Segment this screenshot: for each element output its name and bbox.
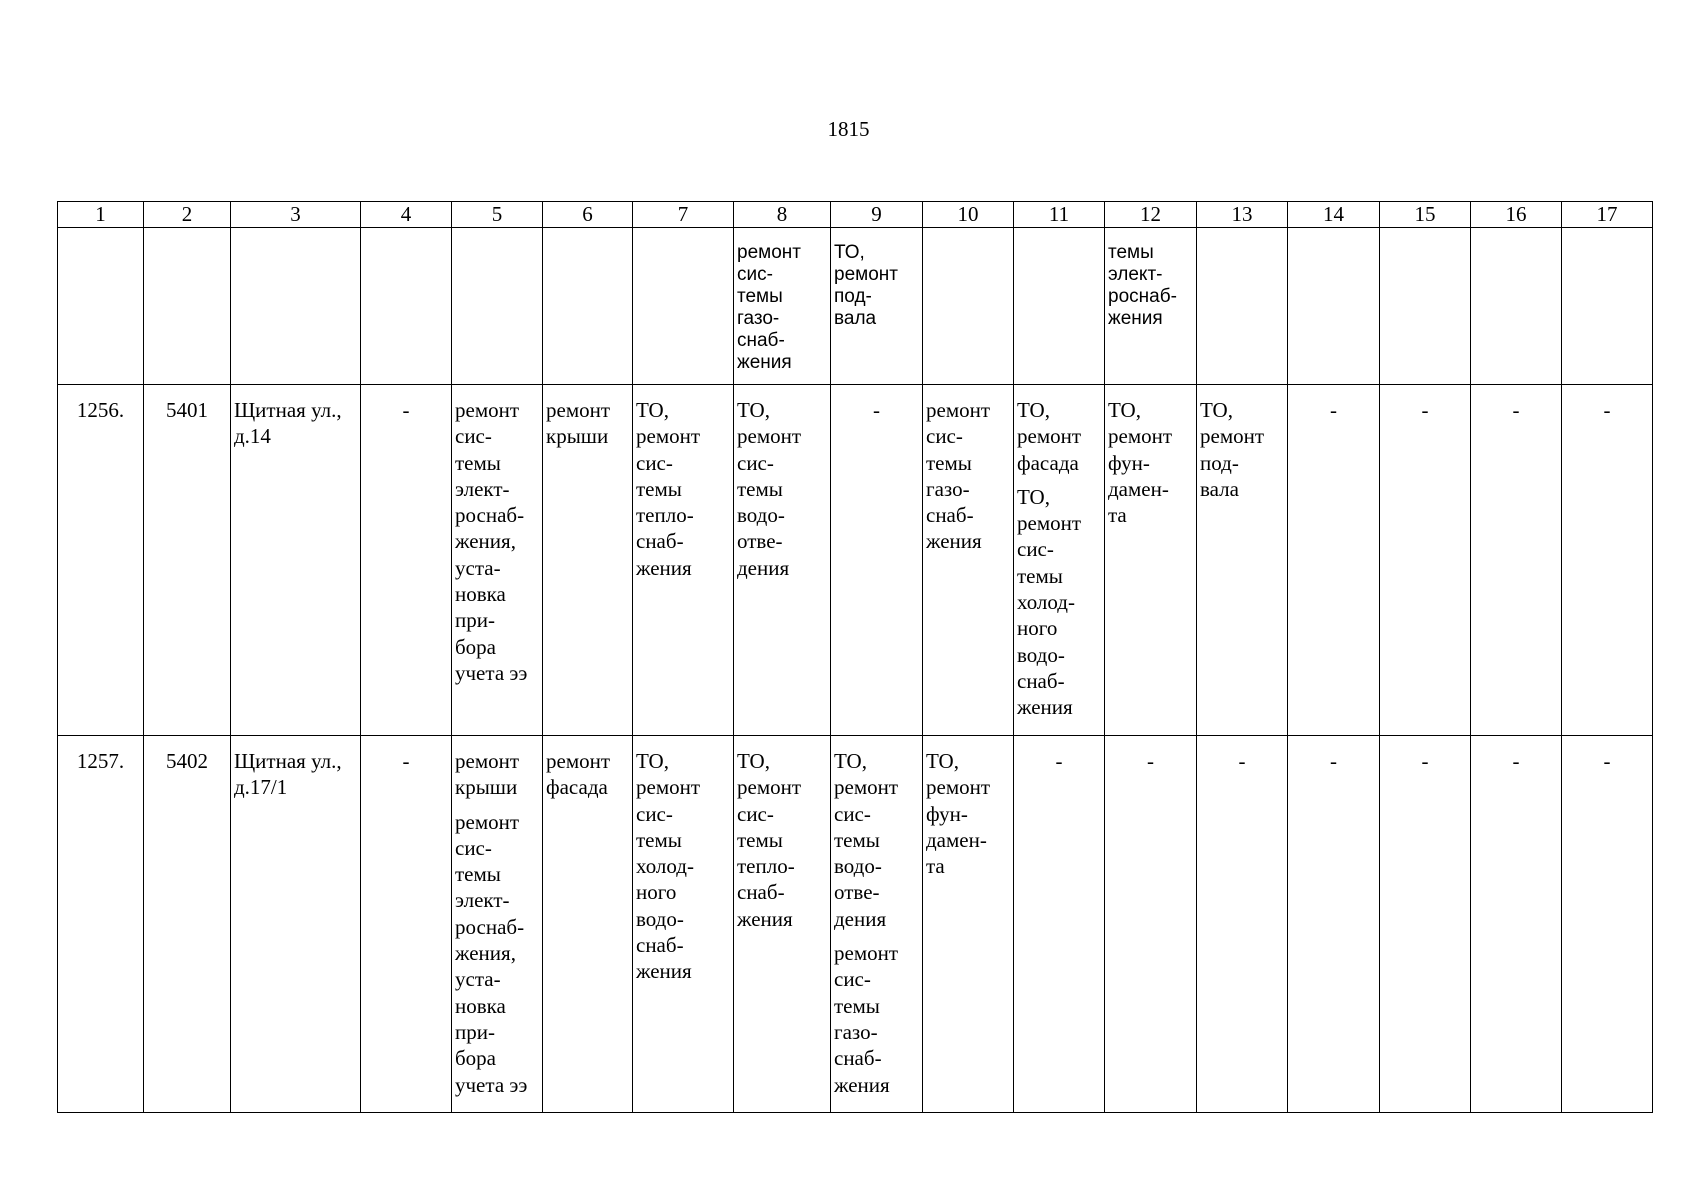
address: Щитная ул., д.14 [231,385,361,736]
cell-col-6 [543,736,633,1113]
column-number-6: 6 [543,202,633,228]
house-code: 5402 [144,736,231,1113]
cell-col-11: - [1014,736,1105,1113]
cell-col-4 [361,228,452,385]
cell-col-13 [1197,385,1288,736]
cell-col-7 [633,385,734,736]
work-item: ТО, ремонт фун- дамен- та [926,749,991,879]
column-number-4: 4 [361,202,452,228]
cell-col-10 [923,228,1014,385]
column-number-3: 3 [231,202,361,228]
column-number-12: 12 [1105,202,1197,228]
work-item: ремонт сис- темы элект- роснаб- жения, уста- новка при- бора учета ээ [455,398,528,685]
row-number: 1256. [58,385,144,736]
cell-col-8 [734,736,831,1113]
cell-col-9 [831,228,923,385]
cell-col-2 [144,228,231,385]
cell-col-13: - [1197,736,1288,1113]
cell-col-15: - [1380,385,1471,736]
work-item: ремонт крыши [546,398,611,449]
cell-col-15 [1380,228,1471,385]
cell-col-5 [452,736,543,1113]
work-item: ТО, ремонт сис- темы водо- отве- дения [737,398,802,580]
cell-col-5 [452,385,543,736]
table-row [58,736,1653,1113]
column-number-7: 7 [633,202,734,228]
cell-col-6 [543,385,633,736]
column-number-2: 2 [144,202,231,228]
cell-col-14 [1288,228,1380,385]
page-number: 1815 [827,117,870,141]
work-item: ремонт сис- темы газо- снаб- жения [737,242,801,373]
work-item: ТО, ремонт сис- темы холод- ного водо- снаб- жения [1017,484,1082,720]
cell-col-7 [633,736,734,1113]
cell-col-8 [734,385,831,736]
work-item: ТО, ремонт фасада [1017,398,1082,475]
table-row [58,385,1653,736]
cell-col-8 [734,228,831,385]
work-item: ТО, ремонт сис- темы тепло- снаб- жения [636,398,701,580]
row-number: 1257. [58,736,144,1113]
cell-col-14: - [1288,385,1380,736]
cell-col-10 [923,736,1014,1113]
work-item: ТО, ремонт фун- дамен- та [1108,398,1173,528]
cell-col-13 [1197,228,1288,385]
cell-col-7 [633,228,734,385]
work-item: ТО, ремонт сис- темы водо- отве- дения [834,749,899,931]
cell-col-16: - [1471,736,1562,1113]
cell-col-12 [1105,385,1197,736]
address: Щитная ул., д.17/1 [231,736,361,1113]
cell-col-11 [1014,385,1105,736]
work-item: ТО, ремонт сис- темы тепло- снаб- жения [737,749,802,931]
column-number-11: 11 [1014,202,1105,228]
cell-col-4: - [361,385,452,736]
work-item: ТО, ремонт под- вала [834,242,898,329]
work-item: ремонт крыши [455,749,520,800]
cell-col-15: - [1380,736,1471,1113]
house-code: 5401 [144,385,231,736]
cell-col-12: - [1105,736,1197,1113]
column-number-14: 14 [1288,202,1380,228]
cell-col-3 [231,228,361,385]
work-item: ТО, ремонт сис- темы холод- ного водо- снаб- жения [636,749,701,984]
cell-col-16 [1471,228,1562,385]
cell-col-11 [1014,228,1105,385]
cell-col-9: - [831,385,923,736]
work-item: ремонт сис- темы элект- роснаб- жения, уста- новка при- бора учета ээ [455,809,528,1097]
column-number-16: 16 [1471,202,1562,228]
cell-col-16: - [1471,385,1562,736]
cell-col-17: - [1562,736,1653,1113]
work-item: ремонт фасада [546,749,611,800]
cell-col-12 [1105,228,1197,385]
cell-col-10 [923,385,1014,736]
column-number-10: 10 [923,202,1014,228]
column-number-8: 8 [734,202,831,228]
work-item: ремонт сис- темы газо- снаб- жения [834,941,899,1097]
cell-col-9 [831,736,923,1113]
work-item: ремонт сис- темы газо- снаб- жения [926,398,991,554]
column-number-9: 9 [831,202,923,228]
cell-col-4: - [361,736,452,1113]
column-number-1: 1 [58,202,144,228]
column-number-row [58,202,1653,228]
cell-col-14: - [1288,736,1380,1113]
column-number-5: 5 [452,202,543,228]
cell-col-17 [1562,228,1653,385]
work-item: темы элект- роснаб- жения [1108,242,1177,329]
cell-col-6 [543,228,633,385]
cell-col-1 [58,228,144,385]
column-number-15: 15 [1380,202,1471,228]
column-number-17: 17 [1562,202,1653,228]
continuation-row [58,228,1653,385]
column-number-13: 13 [1197,202,1288,228]
cell-col-5 [452,228,543,385]
work-item: ТО, ремонт под- вала [1200,398,1265,501]
housing-repair-table [57,201,1653,1113]
cell-col-17: - [1562,385,1653,736]
